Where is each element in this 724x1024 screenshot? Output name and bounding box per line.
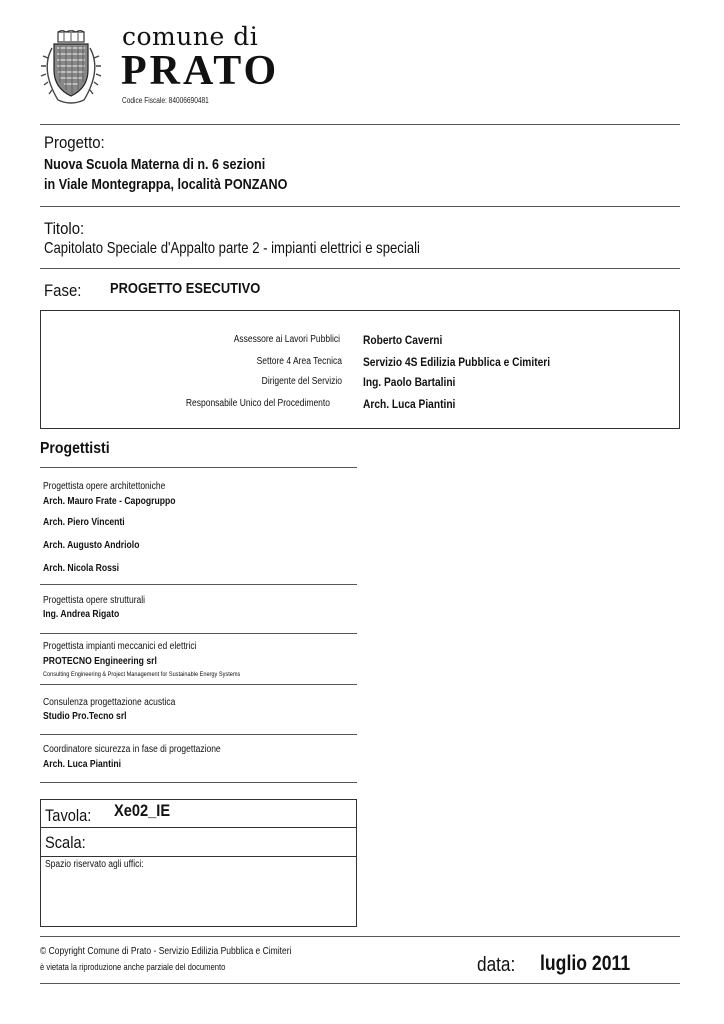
staff-name: Servizio 4S Edilizia Pubblica e Cimiteri — [363, 355, 551, 369]
staff-role: Assessore ai Lavori Pubblici — [233, 334, 340, 345]
titolo-label: Titolo: — [44, 219, 85, 238]
designer-company: Studio Pro.Tecno srl — [43, 710, 127, 722]
divider — [40, 268, 680, 269]
copyright-text: © Copyright Comune di Prato - Servizio Edilizia Pubblica e Cimiteri — [40, 946, 292, 957]
brand-comune-di: comune di — [122, 22, 259, 51]
progetto-label: Progetto: — [44, 133, 105, 152]
company-tagline: Consulting Engineering & Project Management for Sustainable Energy Systems — [43, 671, 241, 678]
designer-name: Arch. Mauro Frate - Capogruppo — [43, 495, 176, 507]
progetto-title-line1: Nuova Scuola Materna di n. 6 sezioni — [44, 156, 266, 173]
designer-name: Ing. Andrea Rigato — [43, 608, 120, 620]
fase-value: PROGETTO ESECUTIVO — [110, 280, 261, 297]
responsible-staff-box — [40, 310, 680, 429]
codice-fiscale: Codice Fiscale: 84006690481 — [122, 96, 209, 105]
divider — [40, 206, 680, 207]
divider — [40, 936, 680, 937]
progetto-title-line2: in Viale Montegrappa, località PONZANO — [44, 176, 288, 193]
designer-name: Arch. Piero Vincenti — [43, 516, 125, 528]
staff-role: Responsabile Unico del Procedimento — [185, 398, 330, 409]
divider — [40, 734, 357, 735]
staff-role: Dirigente del Servizio — [261, 376, 342, 387]
tavola-label: Tavola: — [45, 806, 92, 825]
progettisti-heading: Progettisti — [40, 440, 110, 457]
spazio-uffici-label: Spazio riservato agli uffici: — [45, 859, 144, 870]
role-strutturali: Progettista opere strutturali — [43, 595, 146, 606]
staff-name: Arch. Luca Piantini — [363, 397, 456, 411]
divider — [40, 124, 680, 125]
divider — [40, 782, 357, 783]
divider — [40, 983, 680, 984]
titolo-value: Capitolato Speciale d'Appalto parte 2 - impianti elettrici e speciali — [44, 240, 420, 257]
staff-role: Settore 4 Area Tecnica — [256, 356, 342, 367]
divider — [40, 684, 357, 685]
role-sicurezza: Coordinatore sicurezza in fase di progettazione — [43, 744, 221, 755]
staff-name: Ing. Paolo Bartalini — [363, 375, 456, 389]
role-acustica: Consulenza progettazione acustica — [43, 697, 176, 708]
brand-prato: PRATO — [121, 48, 280, 94]
divider — [40, 584, 357, 585]
tavola-value: Xe02_IE — [114, 801, 171, 820]
divider — [40, 633, 357, 634]
scala-label: Scala: — [45, 833, 86, 852]
reproduction-notice: è vietata la riproduzione anche parziale del documento — [40, 962, 226, 972]
data-label: data: — [477, 954, 516, 976]
data-value: luglio 2011 — [540, 952, 631, 975]
fase-label: Fase: — [44, 281, 82, 300]
role-impianti: Progettista impianti meccanici ed elettrici — [43, 641, 197, 652]
designer-name: Arch. Nicola Rossi — [43, 562, 120, 574]
staff-name: Roberto Caverni — [363, 333, 443, 347]
divider — [40, 827, 357, 828]
designer-name: Arch. Luca Piantini — [43, 758, 121, 770]
city-crest-logo — [38, 30, 104, 108]
designer-company: PROTECNO Engineering srl — [43, 655, 157, 667]
designer-name: Arch. Augusto Andriolo — [43, 539, 140, 551]
divider — [40, 467, 357, 468]
divider — [40, 856, 357, 857]
role-architettoniche: Progettista opere architettoniche — [43, 481, 166, 492]
